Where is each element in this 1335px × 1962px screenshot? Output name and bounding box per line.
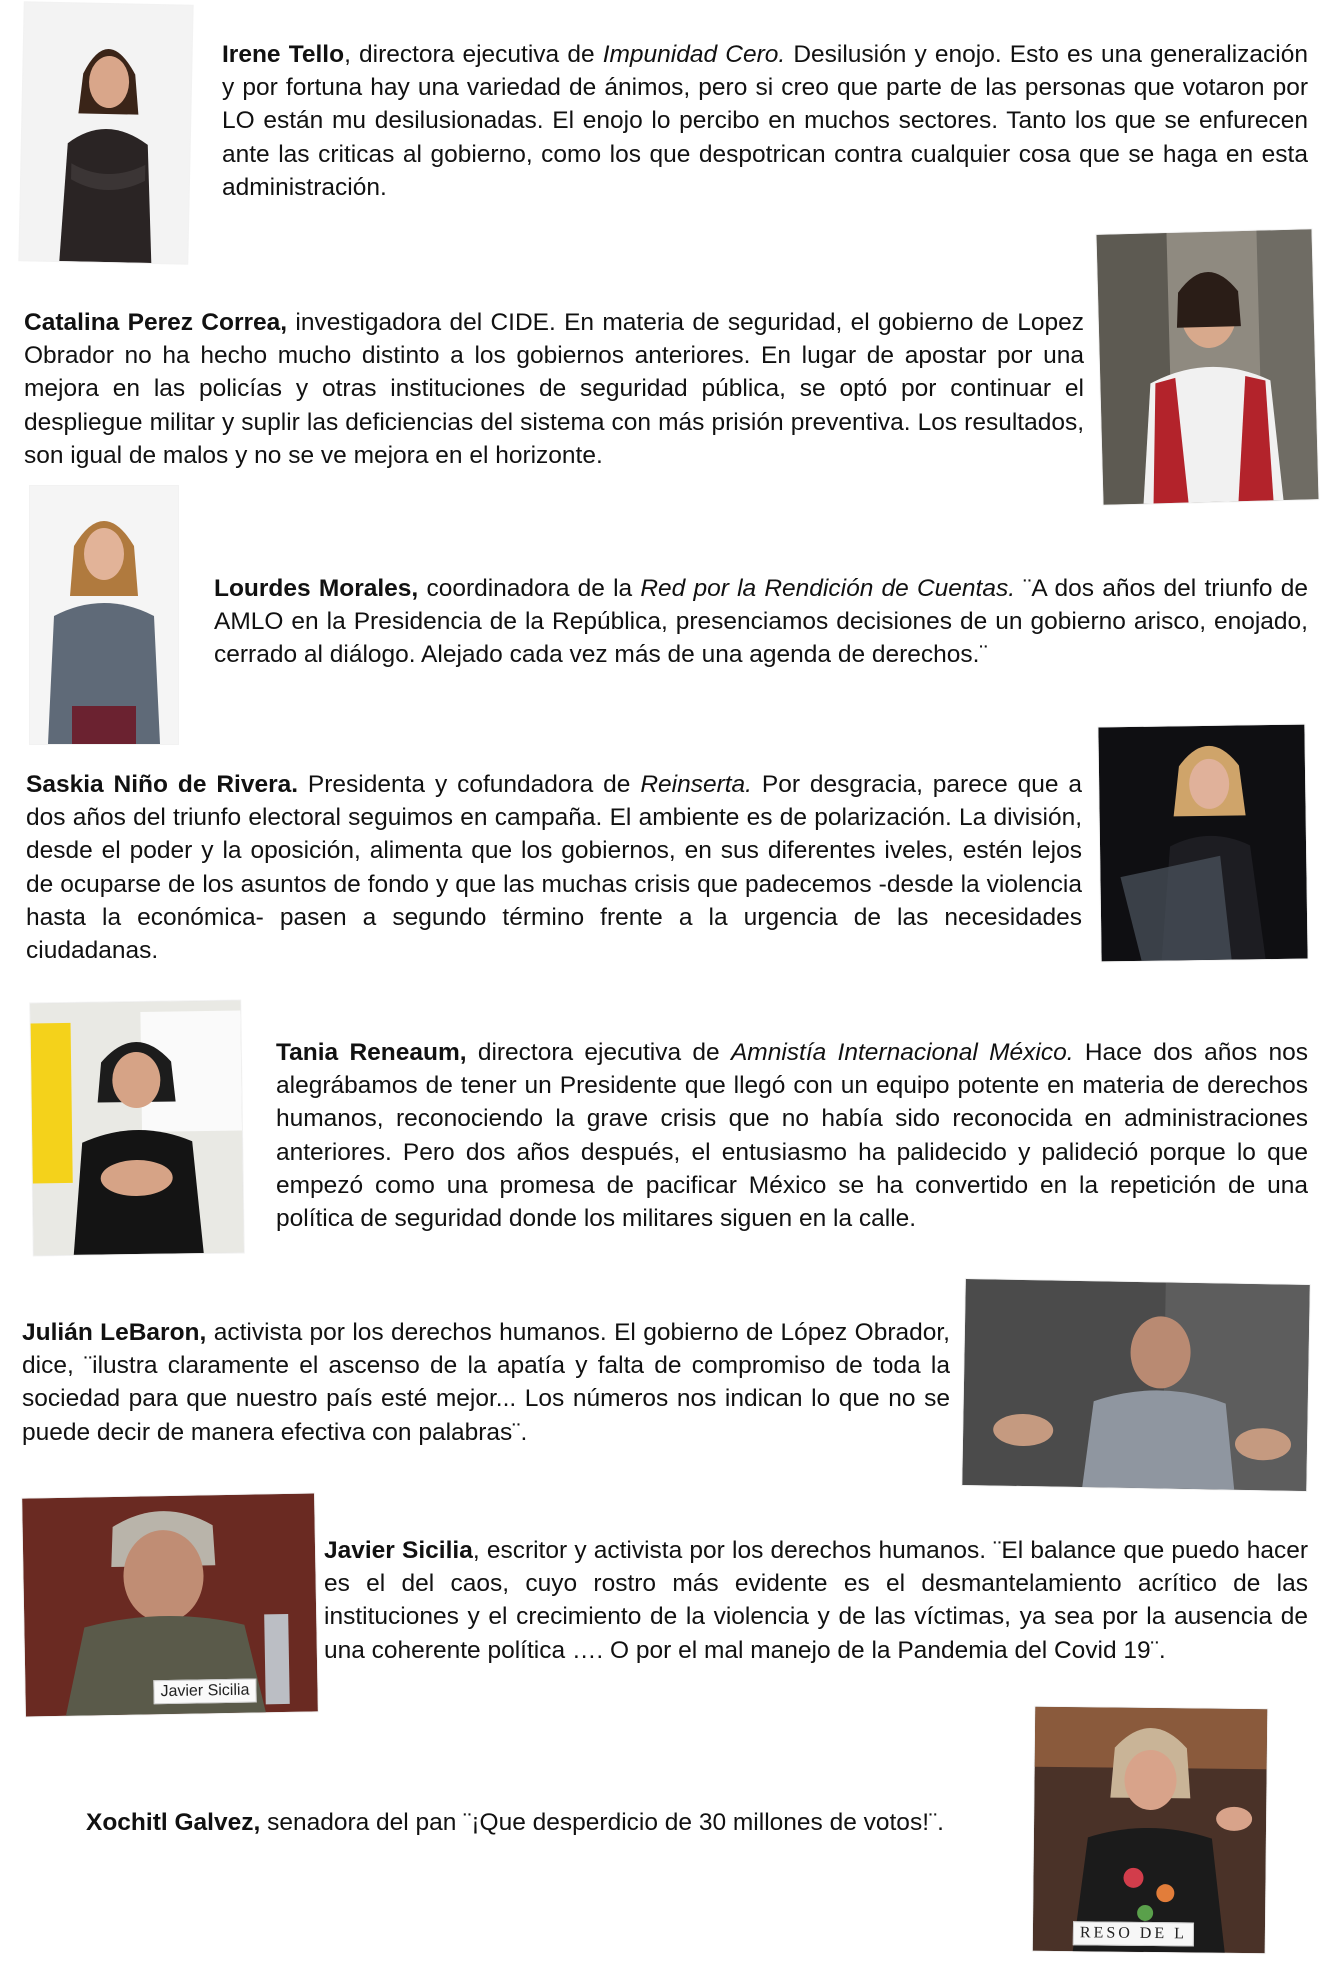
quote-text: Desilusión y enojo. Esto es una generalización y por fortuna hay una variedad de ánimos, pero si creo que parte de las personas que votaron por LO están mu desilusionadas. El enojo lo percibo en muchos sectores. Tanto los que se enfurecen ante las criticas al gobierno, como los que despotrican contra cualquier cosa que se haga en esta administración. — [222, 41, 1308, 201]
role-text: Presidenta y cofundadora de — [298, 771, 641, 798]
tania-reneaum-photo — [30, 1001, 243, 1256]
catalina-perez-text — [24, 306, 1084, 472]
tania-reneaum-text — [276, 1036, 1308, 1235]
julian-lebaron-text — [22, 1316, 950, 1449]
javier-sicilia-text — [324, 1534, 1308, 1667]
irene-tello-photo — [19, 2, 192, 263]
quote-text: Hace dos años nos alegrábamos de tener un Presidente que llegó con un equipo potente en materia de derechos humanos, reconociendo la grave crisis que no había sido reconocida en administraciones anteriores. Pero dos años después, el entusiasmo ha palidecido y palideció porque lo que empezó como una promesa de pacificar México se ha convertido en la repetición de una política de seguridad donde los militares siguen en la calle. — [276, 1039, 1308, 1233]
person-name: Julián LeBaron, — [22, 1319, 207, 1346]
org-name: Red por la Rendición de Cuentas. — [640, 575, 1016, 602]
org-name: Reinserta. — [640, 771, 752, 798]
person-name: Tania Reneaum, — [276, 1039, 467, 1066]
role-text: directora ejecutiva de — [466, 1039, 731, 1066]
catalina-perez-photo — [1097, 229, 1319, 505]
org-name: Impunidad Cero. — [602, 41, 786, 68]
quote-text: investigadora del CIDE. En materia de seguridad, el gobierno de Lopez Obrador no ha hecho mucho distinto a los gobiernos anteriores. En lugar de apostar por una mejora en las policías y otras instituciones de seguridad pública, se optó por continuar el despliegue militar y suplir las deficiencias del sistema con más prisión preventiva. Los resultados, son igual de malos y no se ve mejora en el horizonte. — [24, 309, 1084, 469]
person-name: Saskia Niño de Rivera. — [26, 771, 299, 798]
person-name: Javier Sicilia — [324, 1537, 473, 1564]
role-text: , directora ejecutiva de — [344, 41, 603, 68]
xochitl-galvez-photo — [1033, 1707, 1268, 1953]
person-name: Catalina Perez Correa, — [24, 309, 288, 336]
name-plate: Javier Sicilia — [153, 1679, 256, 1705]
javier-sicilia-photo — [22, 1493, 318, 1716]
person-name: Xochitl Galvez, — [86, 1809, 261, 1836]
saskia-nino-text — [26, 768, 1082, 967]
quote-text: activista por los derechos humanos. El gobierno de López Obrador, dice, ¨ilustra claramente el ascenso de la apatía y falta de compromiso de toda la sociedad para que nuestro país esté mejor... Los números nos indican lo que no se puede decir de manera efectiva con palabras¨. — [22, 1319, 950, 1446]
quote-text: ¨A dos años del triunfo de AMLO en la Presidencia de la República, presenciamos decisiones de un gobierno arisco, enojado, cerrado al diálogo. Alejado cada vez más de una agenda de derechos.¨ — [214, 575, 1308, 669]
lourdes-morales-text — [214, 572, 1308, 672]
lourdes-morales-photo — [30, 486, 178, 744]
congress-banner: RESO DE L — [1073, 1921, 1194, 1946]
role-text: coordinadora de la — [418, 575, 641, 602]
xochitl-galvez-text — [86, 1806, 1026, 1839]
org-name: Amnistía Internacional México. — [730, 1039, 1074, 1066]
person-name: Irene Tello — [222, 41, 345, 68]
quote-text: Por desgracia, parece que a dos años del triunfo electoral seguimos en campaña. El ambiente es de polarización. La división, desde el poder y la oposición, alimenta que los gobiernos, en sus diferentes iveles, estén lejos de ocuparse de los asuntos de fondo y que las muchas crisis que padecemos -desde la violencia hasta la económica- pasen a segundo término frente a la urgencia de las necesidades ciudadanas. — [26, 771, 1082, 965]
person-name: Lourdes Morales, — [214, 575, 419, 602]
quote-text: senadora del pan ¨¡Que desperdicio de 30 millones de votos!¨. — [260, 1809, 944, 1836]
quote-text: , escritor y activista por los derechos humanos. ¨El balance que puedo hacer es el del caos, cuyo rostro más evidente es el desmantelamiento acrítico de las instituciones y el crecimiento de la violencia y de las víctimas, ya sea por la ausencia de una coherente política …. O por el mal manejo de la Pandemia del Covid 19¨. — [324, 1537, 1308, 1664]
julian-lebaron-photo — [962, 1279, 1310, 1491]
irene-tello-text — [222, 38, 1308, 204]
saskia-nino-photo — [1098, 725, 1307, 962]
